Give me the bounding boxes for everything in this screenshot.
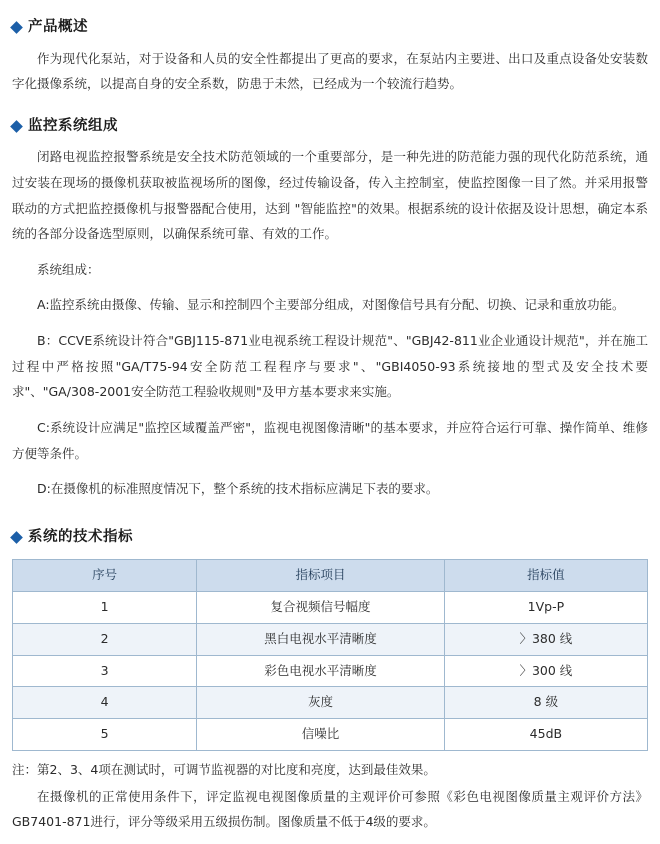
table-cell-index: 4 xyxy=(13,687,197,719)
section-header-product-overview xyxy=(12,14,648,42)
footer-paragraph: 在摄像机的正常使用条件下，评定监视电视图像质量的主观评价可参照《彩色电视图像质量主观评价方法》GB7401-871进行，评分等级采用五级损伤制。图像质量不低于4级的要求。 xyxy=(12,788,648,829)
paragraph-item-d: D:在摄像机的标准照度情况下，整个系统的技术指标应满足下表的要求。 xyxy=(37,481,439,497)
table-cell-value: 〉380 线 xyxy=(444,623,647,655)
table-cell-index: 1 xyxy=(13,592,197,624)
table-cell-value: 45dB xyxy=(444,719,647,751)
table-header-cell: 指标项目 xyxy=(197,560,445,592)
table-cell-item: 彩色电视水平清晰度 xyxy=(197,655,445,687)
table-cell-index: 5 xyxy=(13,719,197,751)
table-note: 注：第2、3、4项在测试时，可调节监视器的对比度和亮度，达到最佳效果。 xyxy=(12,761,436,777)
spacer xyxy=(12,504,648,518)
table-row xyxy=(13,592,648,624)
spacer xyxy=(12,99,648,107)
table-cell-item: 信噪比 xyxy=(197,719,445,751)
table-header-cell: 序号 xyxy=(13,560,197,592)
section-title: 产品概述 xyxy=(28,19,88,35)
paragraph-item-a: A:监控系统由摄像、传输、显示和控制四个主要部分组成，对图像信号具有分配、切换、记录和重放功能。 xyxy=(37,297,625,313)
section-header-technical-specs xyxy=(12,524,648,552)
section-title: 系统的技术指标 xyxy=(28,528,133,545)
table-cell-index: 2 xyxy=(13,623,197,655)
diamond-bullet-icon xyxy=(10,120,23,133)
table-cell-item: 复合视频信号幅度 xyxy=(197,592,445,624)
table-cell-item: 黑白电视水平清晰度 xyxy=(197,623,445,655)
table-row xyxy=(13,623,648,655)
table-row xyxy=(13,719,648,751)
section-title: 监控系统组成 xyxy=(28,117,118,134)
spacer xyxy=(12,284,648,292)
table-cell-value: 8 级 xyxy=(444,687,647,719)
paragraph: 闭路电视监控报警系统是安全技术防范领域的一个重要部分，是一种先进的防范能力强的现代化防范系统，通过安装在现场的摄像机获取被监视场所的图像，经过传输设备，传入主控制室，使监控图像一目了然。并采用报警联动的方式把监控摄像机与报警器配合使用，达到 "智能监控"的效果。根据系统的设计依据及设计思想，确定本系统的各部分设备选型原则，以确保系统可靠、有效的工作。 xyxy=(12,149,648,242)
table-cell-index: 3 xyxy=(13,655,197,687)
spacer xyxy=(12,468,648,476)
paragraph-system-composition-label: 系统组成： xyxy=(37,261,100,277)
diamond-bullet-icon xyxy=(10,21,23,34)
table-row xyxy=(13,655,648,687)
technical-spec-table xyxy=(12,559,648,751)
table-cell-item: 灰度 xyxy=(197,687,445,719)
spacer xyxy=(12,249,648,257)
paragraph-item-b: B：CCVE系统设计符合"GBJ115-871业电视系统工程设计规范"、"GBJ42-811业企业通设计规范"，并在施工过程中严格按照"GA/T75-94安全防范工程程序与要求"、"GBI4050-93系统接地的型式及安全技术要求"、"GA/308-2001安全防范工程验收规则"及甲方基本要求来实施。 xyxy=(12,333,648,400)
paragraph: 作为现代化泵站，对于设备和人员的安全性都提出了更高的要求，在泵站内主要进、出口及重点设备处安装数字化摄像系统，以提高自身的安全系数，防患于未然，已经成为一个较流行趋势。 xyxy=(12,50,648,92)
table-row xyxy=(13,687,648,719)
spacer xyxy=(12,320,648,328)
spacer xyxy=(12,407,648,415)
table-header-cell: 指标值 xyxy=(444,560,647,592)
diamond-bullet-icon xyxy=(10,531,23,544)
section-header-system-composition xyxy=(12,113,648,141)
table-cell-value: 〉300 线 xyxy=(444,655,647,687)
table-cell-value: 1Vp-P xyxy=(444,592,647,624)
table-header-row xyxy=(13,560,648,592)
paragraph-item-c: C:系统设计应满足"监控区域覆盖严密"，监视电视图像清晰"的基本要求，并应符合运行可靠、操作简单、维修方便等条件。 xyxy=(12,419,648,461)
